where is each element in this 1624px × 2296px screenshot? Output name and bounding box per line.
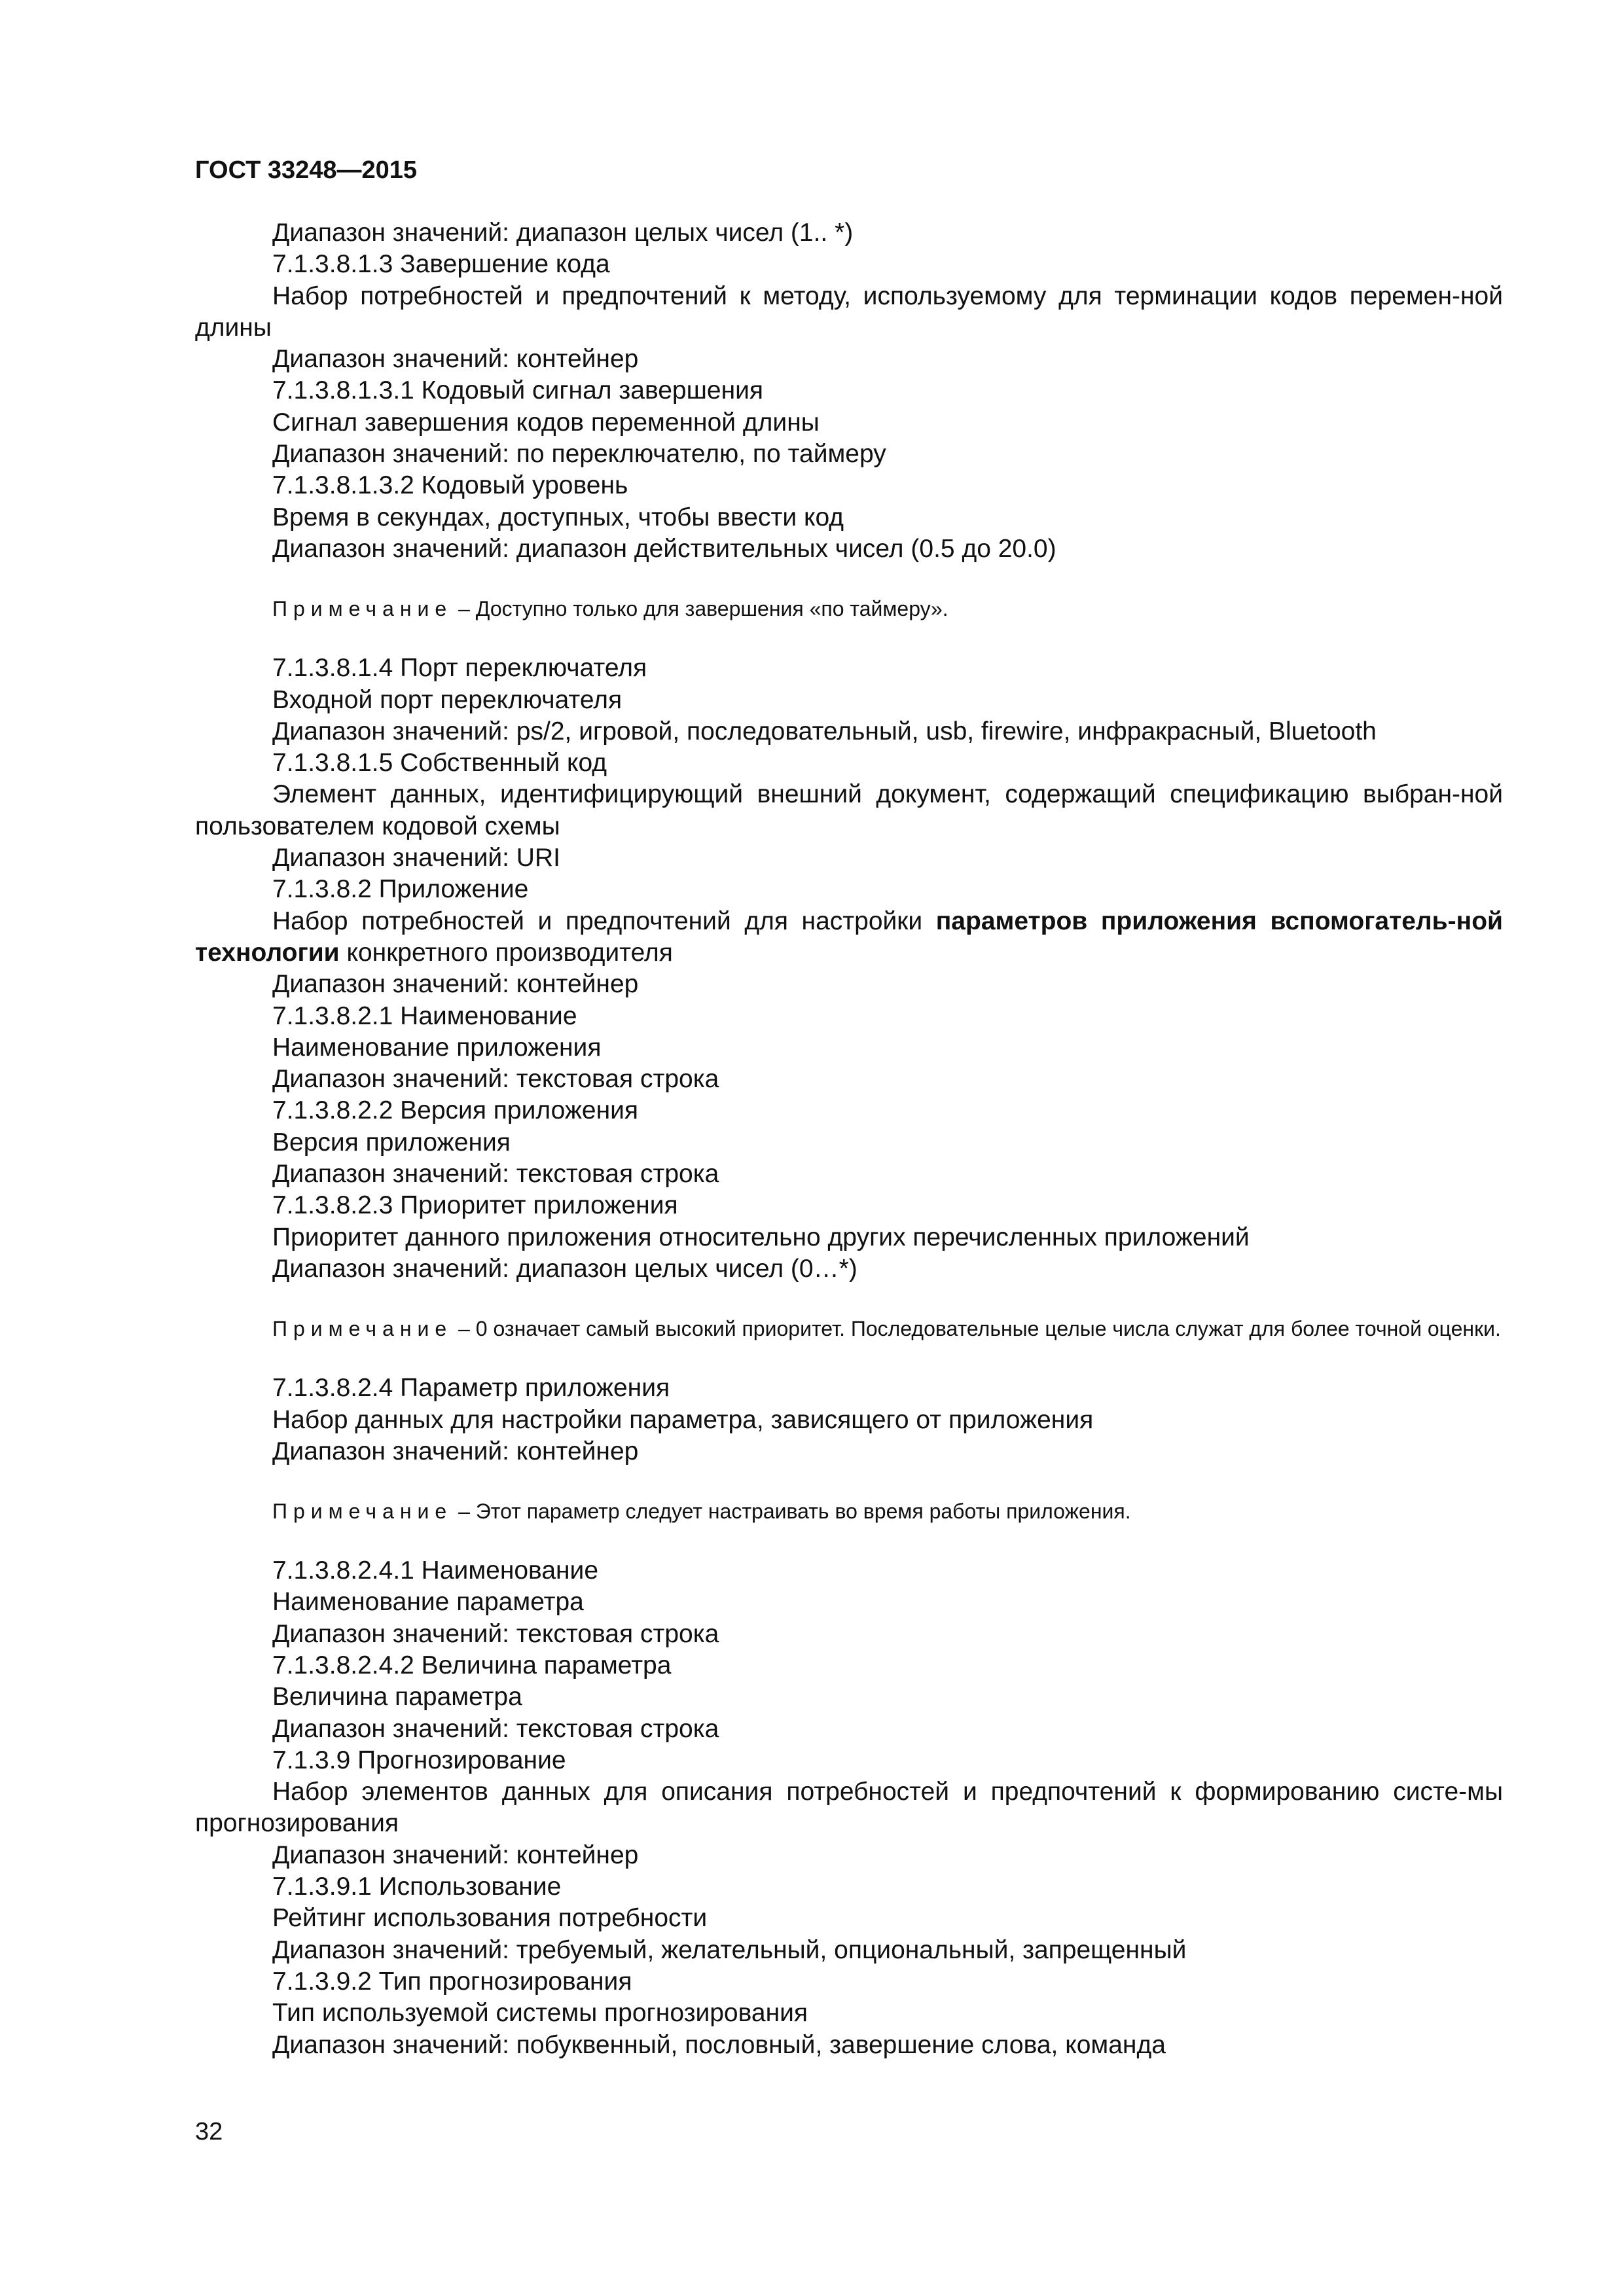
paragraph: Время в секундах, доступных, чтобы ввести код — [272, 503, 844, 531]
paragraph: Диапазон значений: по переключателю, по таймеру — [272, 440, 886, 469]
paragraph: Диапазон значений: URI — [272, 844, 560, 872]
paragraph: Набор потребностей и предпочтений к методу, используемому для терминации кодов перемен-ной длины — [195, 281, 1503, 342]
paragraph-text: конкретного производителя — [339, 938, 673, 967]
paragraph: Диапазон значений: требуемый, желательный, опциональный, запрещенный — [272, 1935, 1187, 1964]
paragraph: Тип используемой системы прогнозирования — [272, 1999, 808, 2028]
section-heading: 7.1.3.8.2.1 Наименование — [272, 1001, 577, 1030]
paragraph: Сигнал завершения кодов переменной длины — [272, 408, 820, 437]
paragraph: Диапазон значений: диапазон действительных чисел (0.5 до 20.0) — [272, 534, 1056, 563]
paragraph: Диапазон значений: побуквенный, пословный, завершение слова, команда — [272, 2030, 1166, 2059]
section-heading: 7.1.3.9.1 Использование — [272, 1873, 562, 1901]
section-heading: 7.1.3.8.1.3.1 Кодовый сигнал завершения — [272, 376, 764, 405]
note-label: Примечание — [272, 1499, 453, 1524]
paragraph: Диапазон значений: текстовая строка — [272, 1160, 719, 1189]
paragraph: Диапазон значений: текстовая строка — [272, 1714, 719, 1743]
paragraph: Наименование приложения — [272, 1033, 602, 1062]
section-heading: 7.1.3.8.1.3.2 Кодовый уровень — [272, 471, 628, 500]
note-text: – Этот параметр следует настраивать во время работы приложения. — [452, 1499, 1131, 1524]
term-bold: параметров приложения вспомогатель-ной технологии — [195, 906, 1504, 967]
paragraph: Приоритет данного приложения относительно других перечисленных приложений — [272, 1223, 1250, 1251]
paragraph: Диапазон значений: контейнер — [272, 1437, 639, 1465]
paragraph: Диапазон значений: текстовая строка — [272, 1065, 719, 1094]
note — [195, 1314, 1503, 1344]
section-heading: 7.1.3.9.2 Тип прогнозирования — [272, 1967, 632, 1996]
section-heading: 7.1.3.8.1.5 Собственный код — [272, 749, 607, 778]
note — [195, 594, 1503, 624]
paragraph: Диапазон значений: текстовая строка — [272, 1619, 719, 1648]
note-label: Примечание — [272, 1317, 453, 1341]
paragraph: Рейтинг использования потребности — [272, 1904, 708, 1933]
paragraph: Диапазон значений: диапазон целых чисел (0…*) — [272, 1254, 857, 1283]
note — [195, 1496, 1503, 1526]
paragraph-text: Набор потребностей и предпочтений для настройки — [272, 906, 936, 935]
section-heading: 7.1.3.8.2.4.2 Величина параметра — [272, 1651, 672, 1679]
paragraph: Входной порт переключателя — [272, 685, 623, 714]
paragraph: Элемент данных, идентифицирующий внешний документ, содержащий спецификацию выбран-ной пользователем кодовой схемы — [195, 780, 1503, 840]
section-heading: 7.1.3.8.2.4 Параметр приложения — [272, 1374, 670, 1403]
paragraph: Диапазон значений: контейнер — [272, 970, 639, 999]
paragraph: Диапазон значений: ps/2, игровой, последовательный, usb, firewire, инфракрасный, Bluetooth — [272, 717, 1377, 745]
section-heading: 7.1.3.9 Прогнозирование — [272, 1746, 566, 1774]
paragraph: Величина параметра — [272, 1683, 522, 1712]
section-heading: 7.1.3.8.1.3 Завершение кода — [272, 250, 610, 279]
section-heading: 7.1.3.8.2.4.1 Наименование — [272, 1556, 599, 1585]
section-heading: 7.1.3.8.1.4 Порт переключателя — [272, 654, 647, 683]
paragraph: Диапазон значений: диапазон целых чисел (1.. *) — [272, 219, 854, 247]
document-header: ГОСТ 33248—2015 — [195, 156, 418, 184]
section-heading: 7.1.3.8.2 Приложение — [272, 875, 529, 904]
section-heading: 7.1.3.8.2.2 Версия приложения — [272, 1096, 639, 1125]
paragraph: Версия приложения — [272, 1128, 511, 1157]
paragraph: Наименование параметра — [272, 1588, 584, 1617]
paragraph: Диапазон значений: контейнер — [272, 345, 639, 374]
paragraph: Диапазон значений: контейнер — [272, 1840, 639, 1869]
page-number: 32 — [195, 2118, 223, 2145]
note-label: Примечание — [272, 597, 453, 621]
note-text: – Доступно только для завершения «по таймеру». — [452, 597, 948, 621]
section-heading: 7.1.3.8.2.3 Приоритет приложения — [272, 1191, 678, 1220]
paragraph: Набор элементов данных для описания потребностей и предпочтений к формированию систе-мы прогнозирования — [195, 1778, 1503, 1838]
paragraph — [195, 906, 1503, 969]
paragraph: Набор данных для настройки параметра, зависящего от приложения — [272, 1405, 1094, 1434]
document-body — [195, 217, 1503, 2061]
note-text: – 0 означает самый высокий приоритет. Последовательные целые числа служат для более точной оценки. — [452, 1317, 1501, 1341]
